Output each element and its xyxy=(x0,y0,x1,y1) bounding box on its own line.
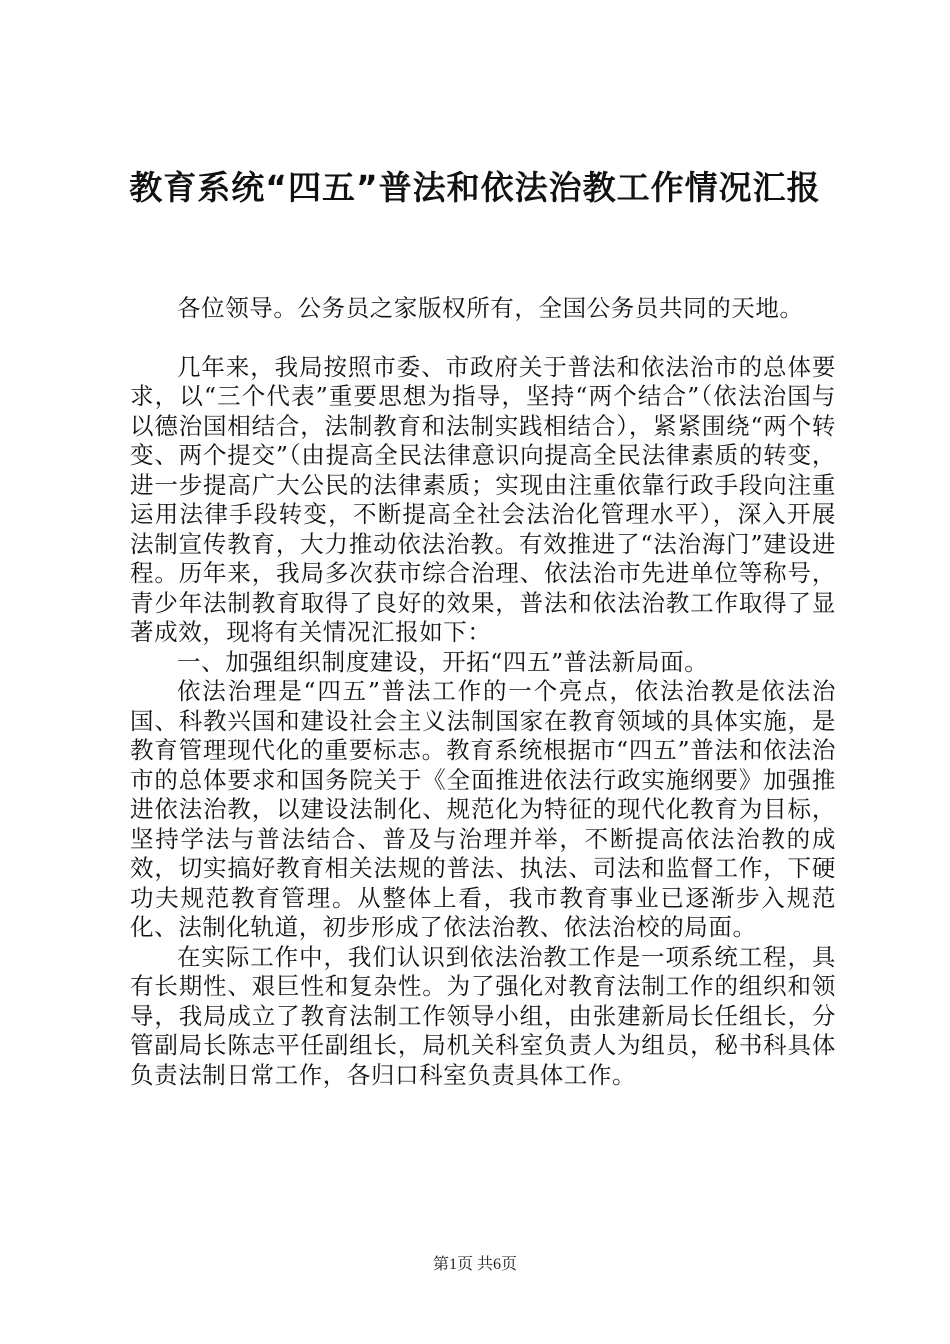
paragraph-practice: 在实际工作中，我们认识到依法治教工作是一项系统工程，具有长期性、艰巨性和复杂性。为了强化对教育法制工作的组织和领导，我局成立了教育法制工作领导小组，由张建新局长任组长，分管副局长陈志平任副组长，局机关科室负责人为组员，秘书科具体负责法制日常工作，各归口科室负责具体工作。 xyxy=(130,942,836,1089)
paragraph-intro: 几年来，我局按照市委、市政府关于普法和依法治市的总体要求，以“三个代表”重要思想为指导，坚持“两个结合”（依法治国与以德治国相结合，法制教育和法制实践相结合），紧紧围绕“两个转变、两个提交”（由提高全民法律意识向提高全民法律素质的转变，进一步提高广大公民的法律素质；实现由注重依靠行政手段向注重运用法律手段转变，不断提高全社会法治化管理水平），深入开展法制宣传教育，大力推动依法治教。有效推进了“法治海门”建设进程。历年来，我局多次获市综合治理、依法治市先进单位等称号，青少年法制教育取得了良好的效果，普法和依法治教工作取得了显著成效，现将有关情况汇报如下： xyxy=(130,352,836,646)
document-title: 教育系统“四五”普法和依法治教工作情况汇报 xyxy=(129,168,821,207)
paragraph-greeting: 各位领导。公务员之家版权所有，全国公务员共同的天地。 xyxy=(177,294,804,322)
document-body xyxy=(130,294,836,1090)
section-heading-1: 一、加强组织制度建设，开拓“四五”普法新局面。 xyxy=(177,647,709,676)
paragraph-rule-of-law: 依法治理是“四五”普法工作的一个亮点，依法治教是依法治国、科教兴国和建设社会主义法制国家在教育领域的具体实施，是教育管理现代化的重要标志。教育系统根据市“四五”普法和依法治市的总体要求和国务院关于《全面推进依法行政实施纲要》加强推进依法治教，以建设法制化、规范化为特征的现代化教育为目标，坚持学法与普法结合、普及与治理并举，不断提高依法治教的成效，切实搞好教育相关法规的普法、执法、司法和监督工作，下硬功夫规范教育管理。从整体上看，我市教育事业已逐渐步入规范化、法制化轨道，初步形成了依法治教、依法治校的局面。 xyxy=(130,677,836,941)
page-footer: 第1页 共6页 xyxy=(432,1256,517,1273)
